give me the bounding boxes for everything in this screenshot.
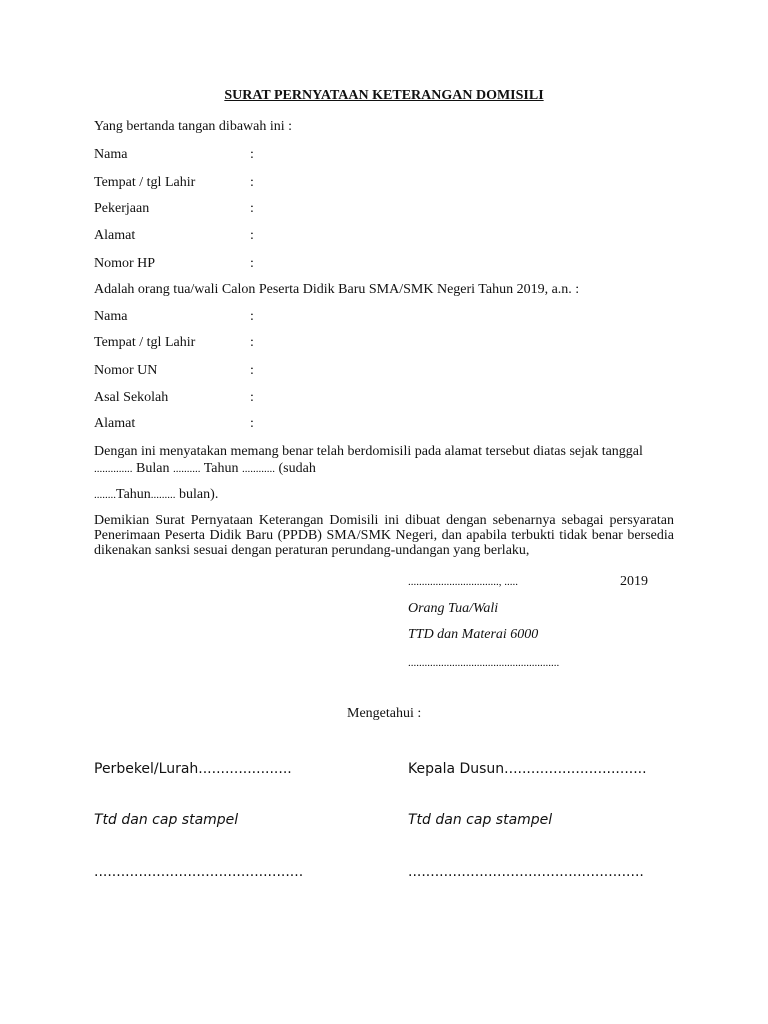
- blank-dots: ..........: [172, 463, 201, 475]
- signer-role: Orang Tua/Wali: [408, 601, 499, 616]
- field-colon: :: [250, 416, 254, 431]
- kepala-dusun-sign-instruction: Ttd dan cap stampel: [408, 812, 553, 828]
- perbekel-sign-instruction: Ttd dan cap stampel: [94, 812, 239, 828]
- field-colon: :: [250, 309, 254, 324]
- parent-field-label: Nomor HP: [94, 256, 156, 271]
- parent-field-label: Tempat / tgl Lahir: [94, 175, 196, 190]
- student-field-label: Nama: [94, 309, 128, 324]
- blank-dots: ..............: [94, 463, 133, 475]
- perbekel-signature-line: ...............................................: [94, 864, 304, 880]
- field-colon: :: [250, 201, 254, 216]
- field-colon: :: [250, 363, 254, 378]
- field-colon: :: [250, 256, 254, 271]
- field-colon: :: [250, 147, 254, 162]
- domicile-line-3: [94, 487, 218, 503]
- blank-dots: .........: [150, 489, 176, 501]
- sudah-label: (sudah: [278, 461, 316, 476]
- signature-instruction: TTD dan Materai 6000: [408, 627, 539, 642]
- student-field-label: Alamat: [94, 416, 136, 431]
- place-date-line: [408, 574, 518, 590]
- place-date-dots: ................................., .....: [408, 576, 518, 588]
- domicile-line-2: [94, 461, 316, 477]
- kepala-dusun-signature-line: .....................................................: [408, 864, 644, 880]
- signature-line: .......................................................: [408, 657, 560, 669]
- blank-dots: ........: [94, 489, 116, 501]
- statement-text: Adalah orang tua/wali Calon Peserta Didik Baru SMA/SMK Negeri Tahun 2019, a.n. :: [94, 282, 580, 297]
- bulan-label: Bulan: [136, 461, 170, 476]
- closing-paragraph: Demikian Surat Pernyataan Keterangan Domisili ini dibuat dengan sebenarnya sebagai persyaratan Penerimaan Peserta Didik Baru (PPDB) SMA/SMK Negeri, dan apabila terbukti tidak benar bersedia dikenakan sanksi sesuai dengan peraturan perundang-undangan yang berlaku,: [94, 513, 674, 558]
- field-colon: :: [250, 335, 254, 350]
- domicile-line-1: Dengan ini menyatakan memang benar telah berdomisili pada alamat tersebut diatas sejak tanggal: [94, 444, 643, 459]
- signature-year: 2019: [620, 574, 648, 589]
- student-field-label: Tempat / tgl Lahir: [94, 335, 196, 350]
- field-colon: :: [250, 228, 254, 243]
- blank-dots: ............: [242, 463, 275, 475]
- student-field-label: Asal Sekolah: [94, 390, 169, 405]
- parent-field-label: Alamat: [94, 228, 136, 243]
- tahun-label: Tahun: [116, 487, 151, 502]
- bulan-label: bulan).: [179, 487, 219, 502]
- intro-text: Yang bertanda tangan dibawah ini :: [94, 119, 293, 134]
- document-title: SURAT PERNYATAAN KETERANGAN DOMISILI: [224, 88, 544, 103]
- student-field-label: Nomor UN: [94, 363, 158, 378]
- parent-field-label: Pekerjaan: [94, 201, 150, 216]
- perbekel-title: Perbekel/Lurah.....................: [94, 761, 292, 777]
- kepala-dusun-title: Kepala Dusun................................: [408, 761, 647, 777]
- field-colon: :: [250, 175, 254, 190]
- parent-field-label: Nama: [94, 147, 128, 162]
- tahun-label: Tahun: [203, 461, 239, 476]
- acknowledge-label: Mengetahui :: [347, 706, 422, 721]
- field-colon: :: [250, 390, 254, 405]
